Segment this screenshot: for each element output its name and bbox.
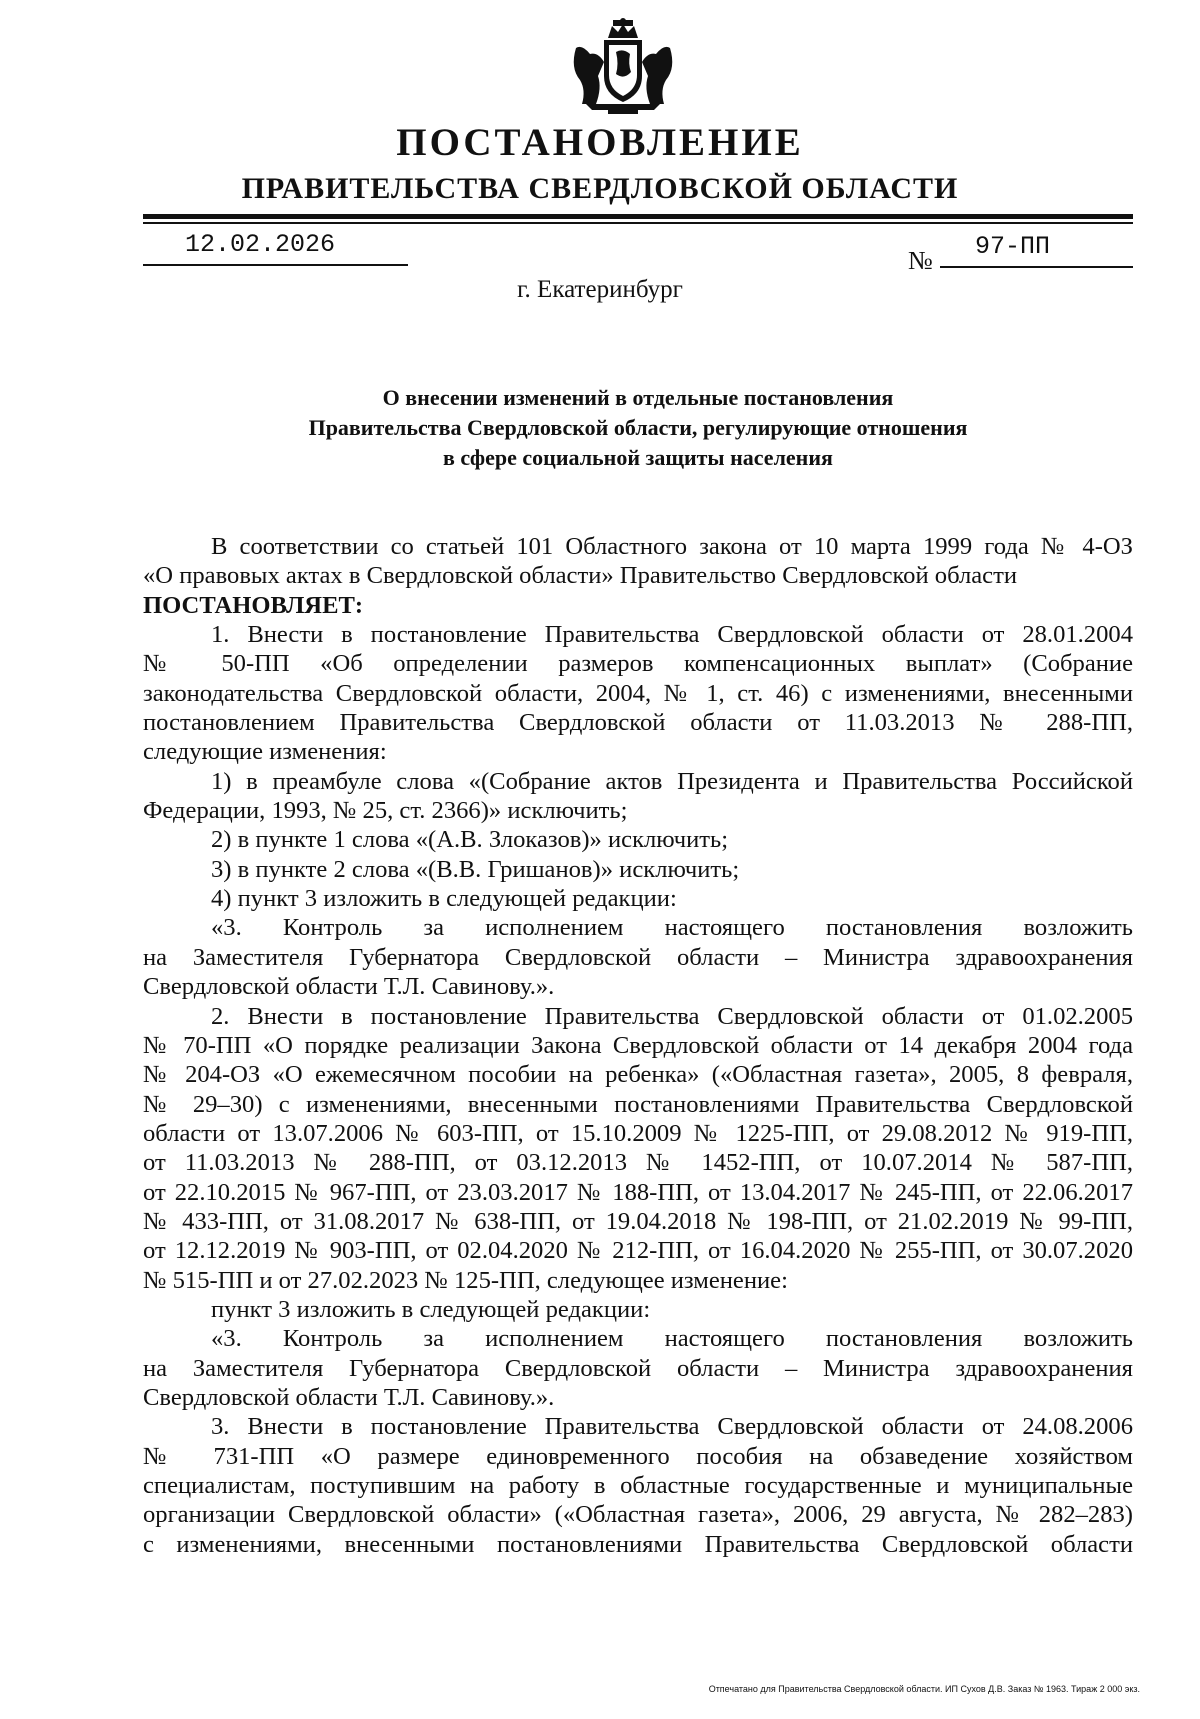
- body-line: следующие изменения:: [143, 738, 387, 766]
- body-line: организации Свердловской области» («Областная газета», 2006, 29 августа, № 282–283): [143, 1501, 1133, 1529]
- body-line: 4) пункт 3 изложить в следующей редакции:: [211, 885, 677, 913]
- resolution-keyword: ПОСТАНОВЛЯЕТ:: [143, 591, 364, 619]
- body-line: от 11.03.2013 № 288-ПП, от 03.12.2013 № 1452-ПП, от 10.07.2014 № 587-ПП,: [143, 1149, 1133, 1177]
- document-body: [143, 532, 1133, 1559]
- body-line: № 50-ПП «Об определении размеров компенсационных выплат» (Собрание: [143, 650, 1133, 678]
- header-rule-thick: [143, 214, 1133, 219]
- coat-of-arms-icon: [568, 18, 678, 116]
- issuer-title: ПРАВИТЕЛЬСТВА СВЕРДЛОВСКОЙ ОБЛАСТИ: [241, 172, 959, 205]
- body-line: на Заместителя Губернатора Свердловской области – Министра здравоохранения: [143, 1354, 1133, 1382]
- body-line: «3. Контроль за исполнением настоящего постановления возложить: [211, 914, 1133, 942]
- body-line: 1) в преамбуле слова «(Собрание актов Президента и Правительства Российской: [211, 767, 1133, 795]
- body-line: № 70-ПП «О порядке реализации Закона Свердловской области от 14 декабря 2004 года: [143, 1031, 1133, 1059]
- body-line: специалистам, поступившим на работу в областные государственные и муниципальные: [143, 1472, 1133, 1499]
- body-line: № 29–30) с изменениями, внесенными постановлениями Правительства Свердловской: [143, 1090, 1133, 1118]
- document-date: 12.02.2026: [185, 230, 336, 259]
- document-title: ПОСТАНОВЛЕНИЕ: [396, 121, 804, 164]
- body-line: 1. Внести в постановление Правительства Свердловской области от 28.01.2004: [211, 621, 1133, 649]
- body-line: 2) в пункте 1 слова «(А.В. Злоказов)» исключить;: [211, 826, 729, 854]
- document-subject: [143, 383, 1133, 473]
- subject-line: в сфере социальной защиты населения: [443, 445, 833, 470]
- subject-line: О внесении изменений в отдельные постановления: [382, 385, 894, 410]
- number-underline: [940, 266, 1133, 268]
- body-line: 3) в пункте 2 слова «(В.В. Гришанов)» исключить;: [211, 855, 740, 883]
- body-line: области от 13.07.2006 № 603-ПП, от 15.10.2009 № 1225-ПП, от 29.08.2012 № 919-ПП,: [143, 1119, 1133, 1147]
- number-sign: №: [908, 246, 933, 275]
- body-line: на Заместителя Губернатора Свердловской области – Министра здравоохранения: [143, 943, 1133, 971]
- body-line: 3. Внести в постановление Правительства Свердловской области от 24.08.2006: [211, 1413, 1133, 1441]
- body-line: № 515-ПП и от 27.02.2023 № 125-ПП, следующее изменение:: [143, 1266, 788, 1294]
- body-line: В соответствии со статьей 101 Областного закона от 10 марта 1999 года № 4-ОЗ: [211, 533, 1133, 560]
- body-line: «О правовых актах в Свердловской области» Правительство Свердловской области: [143, 562, 1018, 590]
- body-line: № 731-ПП «О размере единовременного пособия на обзаведение хозяйством: [143, 1442, 1133, 1470]
- document-number: 97-ПП: [975, 232, 1051, 261]
- issue-city: г. Екатеринбург: [517, 276, 683, 303]
- body-line: Свердловской области Т.Л. Савинову.».: [143, 973, 555, 1001]
- body-line: Федерации, 1993, № 25, ст. 2366)» исключить;: [143, 797, 628, 825]
- body-line: Свердловской области Т.Л. Савинову.».: [143, 1383, 555, 1411]
- body-line: пункт 3 изложить в следующей редакции:: [211, 1295, 651, 1323]
- print-note: Отпечатано для Правительства Свердловской области. ИП Сухов Д.В. Заказ № 1963. Тираж 2 000 экз.: [708, 1684, 1140, 1694]
- subject-line: Правительства Свердловской области, регулирующие отношения: [308, 415, 968, 440]
- body-line: от 22.10.2015 № 967-ПП, от 23.03.2017 № 188-ПП, от 13.04.2017 № 245-ПП, от 22.06.2017: [143, 1178, 1133, 1206]
- date-underline: [143, 264, 408, 266]
- body-line: законодательства Свердловской области, 2004, № 1, ст. 46) с изменениями, внесенными: [143, 679, 1133, 707]
- body-line: постановлением Правительства Свердловской области от 11.03.2013 № 288-ПП,: [143, 709, 1133, 737]
- body-line: от 12.12.2019 № 903-ПП, от 02.04.2020 № 212-ПП, от 16.04.2020 № 255-ПП, от 30.07.2020: [143, 1237, 1133, 1265]
- header-rule-thin: [143, 222, 1133, 224]
- body-line: № 433-ПП, от 31.08.2017 № 638-ПП, от 19.04.2018 № 198-ПП, от 21.02.2019 № 99-ПП,: [143, 1207, 1133, 1235]
- body-line: № 204-ОЗ «О ежемесячном пособии на ребенка» («Областная газета», 2005, 8 февраля,: [143, 1061, 1133, 1089]
- body-line: «3. Контроль за исполнением настоящего постановления возложить: [211, 1325, 1133, 1353]
- body-line: с изменениями, внесенными постановлениями Правительства Свердловской области: [143, 1530, 1133, 1558]
- body-line: 2. Внести в постановление Правительства Свердловской области от 01.02.2005: [211, 1002, 1133, 1030]
